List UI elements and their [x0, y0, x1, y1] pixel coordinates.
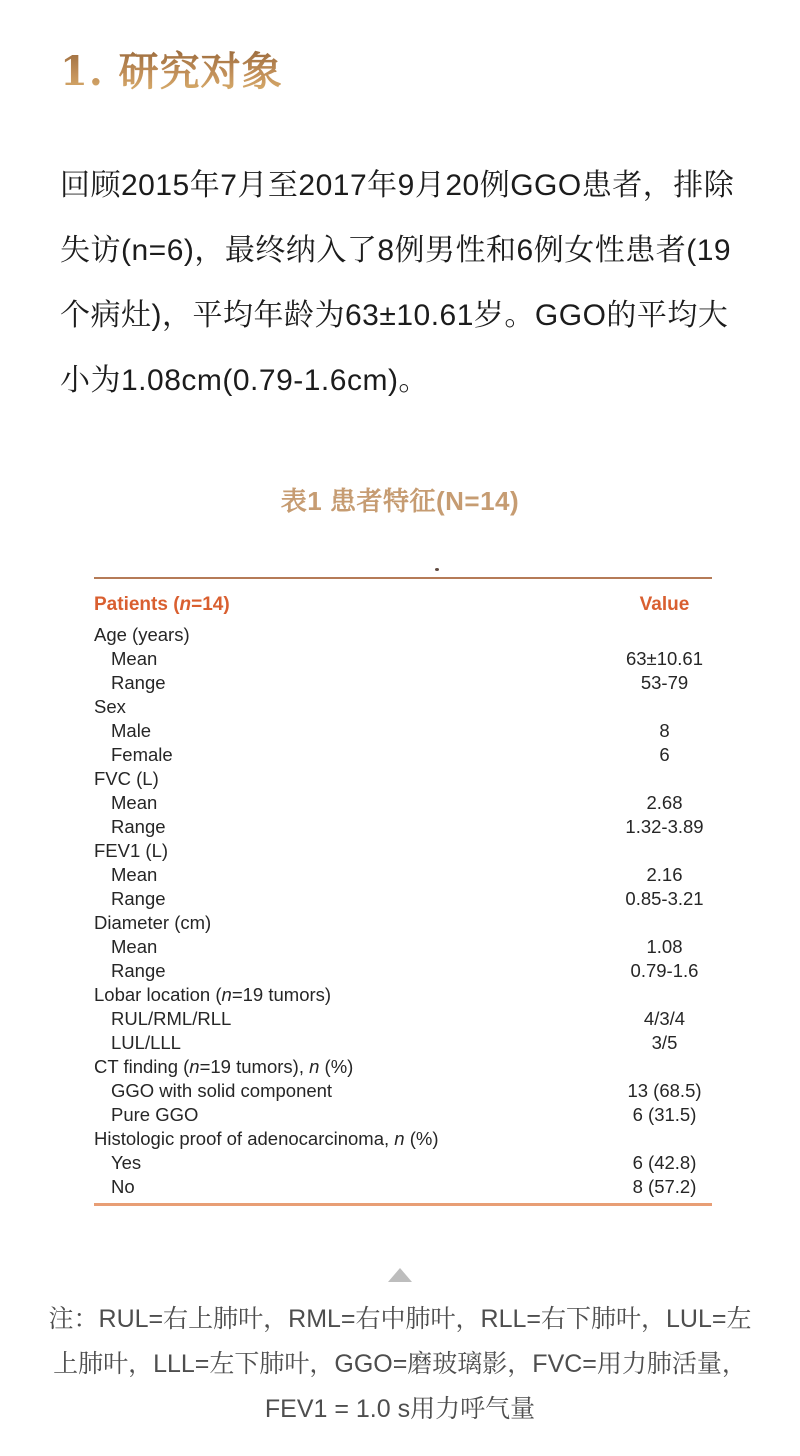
table-row	[94, 719, 712, 743]
collapse-triangle-icon[interactable]	[388, 1268, 412, 1282]
row-value: 0.79-1.6	[630, 960, 699, 981]
table-row	[94, 1079, 712, 1103]
table-header-value: Value	[639, 594, 690, 615]
row-value: 4/3/4	[643, 1008, 686, 1029]
row-value: 1.32-3.89	[625, 816, 704, 837]
row-label: Sex	[94, 696, 126, 717]
table-row	[94, 839, 712, 863]
table-row	[94, 623, 712, 647]
table-row	[94, 887, 712, 911]
row-value	[617, 983, 712, 1007]
table-row	[94, 1127, 712, 1151]
row-value: 6	[659, 744, 670, 765]
table-row	[94, 815, 712, 839]
row-label: Male	[111, 720, 152, 741]
table-row	[94, 791, 712, 815]
row-label: Mean	[111, 936, 158, 957]
row-label: Diameter (cm)	[94, 912, 212, 933]
table-row	[94, 1103, 712, 1127]
table-header-patients: Patients (n=14)	[94, 594, 230, 615]
row-value	[617, 1055, 712, 1079]
row-label: CT finding (n=19 tumors), n (%)	[94, 1056, 354, 1077]
table-caption: 表1 患者特征(N=14)	[280, 486, 520, 516]
row-label: LUL/LLL	[111, 1032, 181, 1053]
row-label: Mean	[111, 648, 158, 669]
row-label: Mean	[111, 792, 158, 813]
row-label: Histologic proof of adenocarcinoma, n (%)	[94, 1128, 439, 1149]
row-value	[617, 767, 712, 791]
table-row	[94, 863, 712, 887]
row-label: Lobar location (n=19 tumors)	[94, 984, 332, 1005]
row-label: Pure GGO	[111, 1104, 199, 1125]
row-label: FVC (L)	[94, 768, 159, 789]
table-row	[94, 935, 712, 959]
row-label: Age (years)	[94, 624, 190, 645]
table-row	[94, 647, 712, 671]
table-header-row	[94, 579, 712, 623]
row-value: 8	[659, 720, 670, 741]
row-value: 2.68	[646, 792, 683, 813]
table-row	[94, 671, 712, 695]
row-label: Female	[111, 744, 173, 765]
table-row	[94, 959, 712, 983]
row-label: FEV1 (L)	[94, 840, 169, 861]
row-value: 13 (68.5)	[627, 1080, 702, 1101]
row-value: 2.16	[646, 864, 683, 885]
table-row	[94, 1175, 712, 1199]
table-row	[94, 1031, 712, 1055]
table-row	[94, 983, 712, 1007]
row-label: RUL/RML/RLL	[111, 1008, 232, 1029]
table-body	[94, 623, 712, 1203]
row-label: GGO with solid component	[111, 1080, 333, 1101]
table-row	[94, 695, 712, 719]
row-value: 3/5	[651, 1032, 678, 1053]
row-label: Yes	[111, 1152, 142, 1173]
table-row	[94, 1007, 712, 1031]
row-label: Range	[111, 816, 166, 837]
row-label: Range	[111, 672, 166, 693]
table-footnote: 注：RUL=右上肺叶，RML=右中肺叶，RLL=右下肺叶，LUL=左上肺叶，LLL=左下肺叶，GGO=磨玻璃影，FVC=用力肺活量，FEV1 = 1.0 s用力呼气量	[48, 1305, 752, 1423]
row-label: Range	[111, 960, 166, 981]
table-row	[94, 1151, 712, 1175]
table-row	[94, 911, 712, 935]
body-paragraph: 回顾2015年7月至2017年9月20例GGO患者，排除失访(n=6)，最终纳入了8例男性和6例女性患者(19个病灶)，平均年龄为63±10.61岁。GGO的平均大小为1.08cm(0.79-1.6cm)。	[60, 169, 735, 397]
table-row	[94, 1055, 712, 1079]
row-value	[617, 695, 712, 719]
row-value	[617, 623, 712, 647]
row-label: Mean	[111, 864, 158, 885]
row-value: 0.85-3.21	[625, 888, 704, 909]
patient-characteristics-table	[94, 577, 712, 1206]
table-row	[94, 743, 712, 767]
table-row	[94, 767, 712, 791]
row-value	[617, 1127, 712, 1151]
row-value: 6 (31.5)	[632, 1104, 697, 1125]
row-value: 6 (42.8)	[632, 1152, 697, 1173]
row-value: 63±10.61	[625, 648, 704, 669]
row-value	[617, 911, 712, 935]
row-value: 1.08	[646, 936, 683, 957]
row-value: 53-79	[640, 672, 689, 693]
row-value	[617, 839, 712, 863]
row-value: 8 (57.2)	[632, 1176, 697, 1197]
section-heading: 1. 研究对象	[60, 48, 283, 95]
row-label: Range	[111, 888, 166, 909]
row-label: No	[111, 1176, 135, 1197]
stray-dot-mark	[435, 568, 439, 571]
